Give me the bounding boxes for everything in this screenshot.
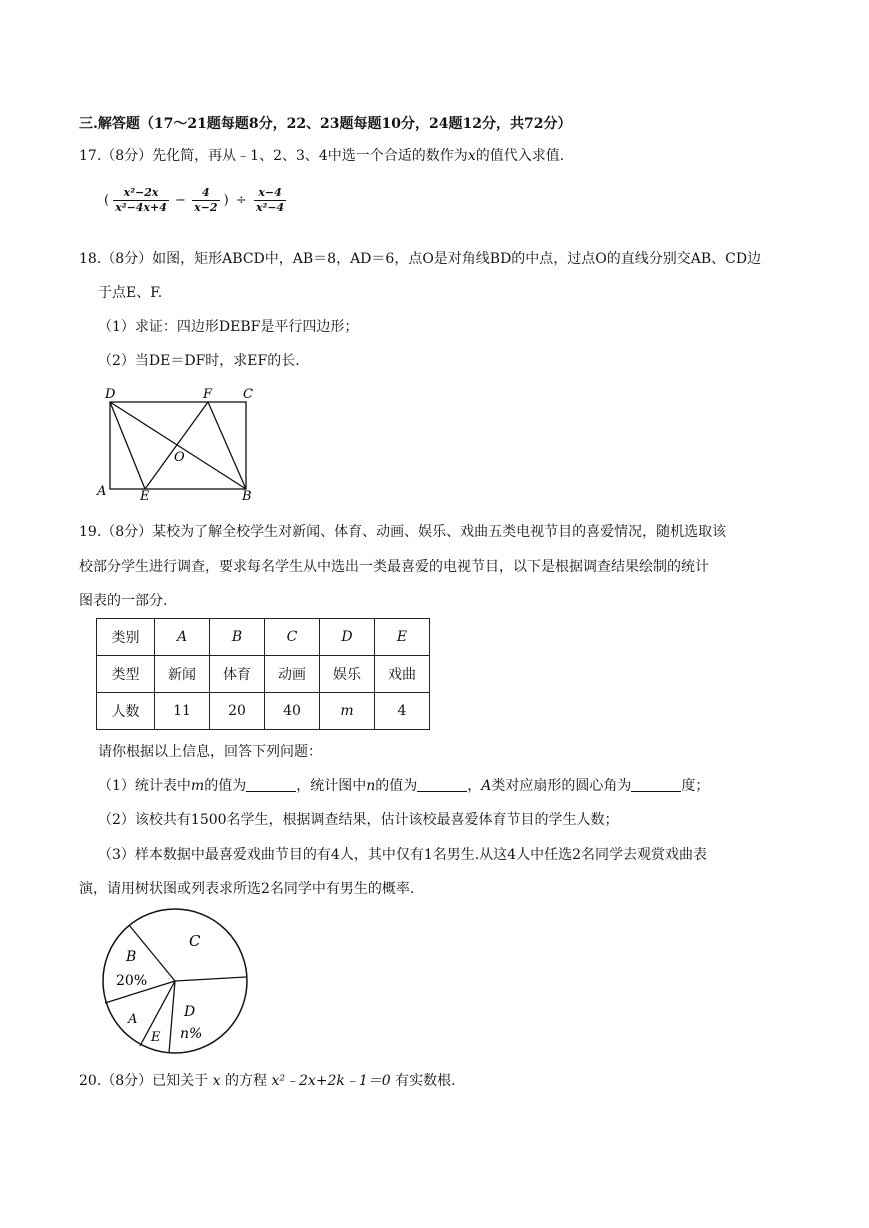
q17-expression: ( $\frac{\text{x²−2x}}{\text{x²−4x+4}}$ − $\frac{4}{x-2}$ ) ÷ $\frac{x-4}{\text{x²−4}}$ xyxy=(104,186,285,214)
table-cell: 4 xyxy=(375,693,430,730)
pie-label-C: C xyxy=(189,932,201,950)
table-row xyxy=(97,656,430,693)
q18-stem-line2: 于点E、F. xyxy=(98,285,163,301)
table-cell: A xyxy=(155,619,210,656)
label-A: A xyxy=(97,484,107,499)
label-E: E xyxy=(140,489,150,503)
pie-chart xyxy=(96,903,256,1063)
table-row xyxy=(97,619,430,656)
label-O: O xyxy=(174,450,185,465)
rectangle-figure xyxy=(95,383,265,503)
table-cell: C xyxy=(265,619,320,656)
table-cell: 戏曲 xyxy=(375,656,430,693)
table-cell: 娱乐 xyxy=(320,656,375,693)
pie-label-B: B xyxy=(126,949,137,965)
q18-stem-line1: 18.（8分）如图，矩形ABCD中，AB＝8，AD＝6，点O是对角线BD的中点，过点O的直线分别交AB、CD边 xyxy=(79,251,762,267)
q19-part3-line2: 演，请用树状图或列表求所选2名同学中有男生的概率. xyxy=(79,881,415,897)
fraction-3: $\frac{x-4}{\text{x²−4}}$ xyxy=(255,186,285,214)
q19-stem-line2: 校部分学生进行调查，要求每名学生从中选出一类最喜爱的电视节目，以下是根据调查结果绘制的统计 xyxy=(79,559,709,575)
answer-blank xyxy=(631,777,681,792)
pie-label-A: A xyxy=(128,1012,138,1027)
table-cell: 11 xyxy=(155,693,210,730)
table-cell: 40 xyxy=(265,693,320,730)
table-cell: 人数 xyxy=(97,693,155,730)
segment-EF xyxy=(145,402,208,489)
segment-FB xyxy=(208,402,246,489)
q19-part1: （1）统计表中m的值为 ，统计图中n的值为 ，A类对应扇形的圆心角为 度； xyxy=(98,778,710,794)
fraction-2: $\frac{4}{x-2}$ xyxy=(194,186,218,214)
table-cell: 20 xyxy=(210,693,265,730)
fraction-1: $\frac{\text{x²−2x}}{\text{x²−4x+4}}$ xyxy=(115,186,167,214)
table-cell: 类型 xyxy=(97,656,155,693)
table-cell: 类别 xyxy=(97,619,155,656)
table-row xyxy=(97,693,430,730)
table-cell: 体育 xyxy=(210,656,265,693)
label-C: C xyxy=(243,387,253,402)
q18-part1: （1）求证：四边形DEBF是平行四边形； xyxy=(98,319,359,335)
pie-label-D: D xyxy=(184,1004,196,1020)
q19-intro: 请你根据以上信息，回答下列问题： xyxy=(98,744,322,760)
table-cell: D xyxy=(320,619,375,656)
answer-blank xyxy=(246,777,296,792)
diagonal-BD xyxy=(110,402,246,489)
q19-part2: （2）该校共有1500名学生，根据调查结果，估计该校最喜爱体育节目的学生人数； xyxy=(98,812,619,828)
q19-part3-line1: （3）样本数据中最喜爱戏曲节目的有4人，其中仅有1名男生.从这4人中任选2名同学去观赏戏曲表 xyxy=(98,847,707,863)
pie-label-B-percent: 20% xyxy=(116,973,148,989)
q17-stem: 17.（8分）先化简，再从﹣1、2、3、4中选一个合适的数作为x的值代入求值. xyxy=(79,148,565,164)
q20-stem: 20.（8分）已知关于 x 的方程 x²﹣2x+2k﹣1＝0 有实数根. xyxy=(79,1073,456,1089)
table-cell: 动画 xyxy=(265,656,320,693)
pie-label-D-percent: n% xyxy=(180,1026,203,1042)
q19-stem-line3: 图表的一部分. xyxy=(79,593,168,609)
q18-part2: （2）当DE＝DF时，求EF的长. xyxy=(98,353,300,369)
section-title: 三.解答题（17～21题每题8分，22、23题每题10分，24题12分，共72分） xyxy=(79,116,572,132)
label-B: B xyxy=(242,489,252,503)
answer-blank xyxy=(417,777,467,792)
survey-table xyxy=(96,618,430,730)
table-cell: E xyxy=(375,619,430,656)
q19-stem-line1: 19.（8分）某校为了解全校学生对新闻、体育、动画、娱乐、戏曲五类电视节目的喜爱情况，随机选取该 xyxy=(79,524,727,540)
pie-label-E: E xyxy=(151,1030,161,1045)
table-cell: m xyxy=(320,693,375,730)
label-F: F xyxy=(203,387,213,402)
segment-DE xyxy=(110,402,145,489)
table-cell: 新闻 xyxy=(155,656,210,693)
label-D: D xyxy=(105,387,116,402)
table-cell: B xyxy=(210,619,265,656)
